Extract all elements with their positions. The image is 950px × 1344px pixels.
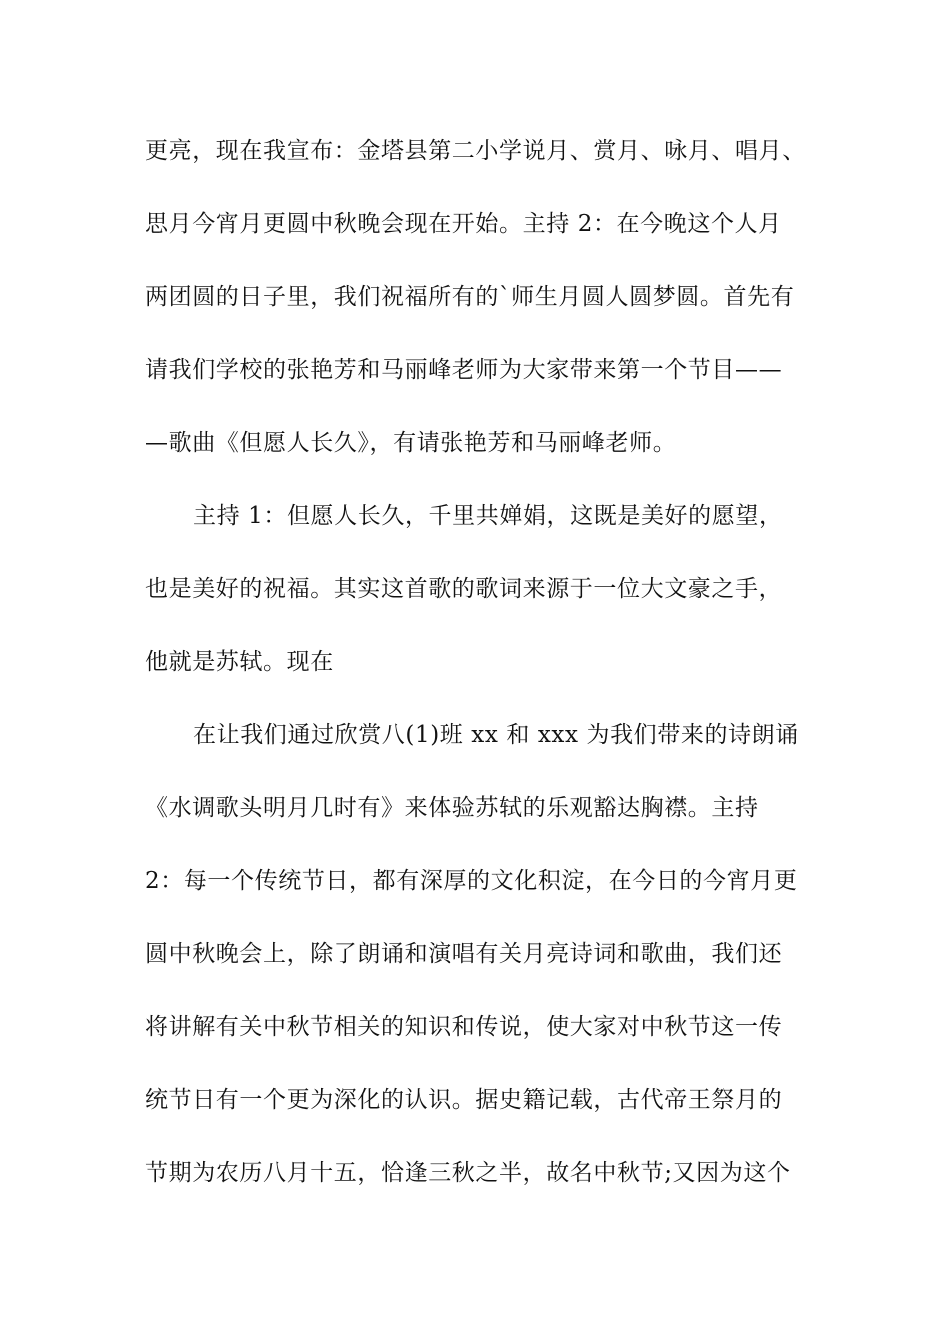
text-line: 更亮，现在我宣布：金塔县第二小学说月、赏月、咏月、唱月、	[145, 138, 806, 164]
text-line: 将讲解有关中秋节相关的知识和传说，使大家对中秋节这一传	[145, 1014, 783, 1040]
text-line: 两团圆的日子里，我们祝福所有的`师生月圆人圆梦圆。首先有	[145, 284, 795, 310]
document-body	[145, 128, 815, 1223]
text-line: 圆中秋晚会上，除了朗诵和演唱有关月亮诗词和歌曲，我们还	[145, 941, 783, 967]
text-line: 请我们学校的张艳芳和马丽峰老师为大家带来第一个节目——	[145, 357, 783, 383]
text-line: 节期为农历八月十五，恰逢三秋之半，故名中秋节;又因为这个	[145, 1160, 791, 1186]
paragraph-start-line: 主持 1：但愿人长久，千里共婵娟，这既是美好的愿望，	[193, 503, 783, 529]
text-line: 《水调歌头明月几时有》来体验苏轼的乐观豁达胸襟。主持	[145, 795, 759, 821]
text-line: 也是美好的祝福。其实这首歌的歌词来源于一位大文豪之手，	[145, 576, 783, 602]
paragraph-start-line: 在让我们通过欣赏八(1)班 xx 和 xxx 为我们带来的诗朗诵	[193, 722, 799, 748]
text-line: —歌曲《但愿人长久》，有请张艳芳和马丽峰老师。	[145, 430, 677, 456]
text-line: 思月今宵月更圆中秋晚会现在开始。主持 2：在今晚这个人月	[145, 211, 782, 237]
text-line: 2：每一个传统节日，都有深厚的文化积淀，在今日的今宵月更	[145, 868, 798, 894]
text-line: 他就是苏轼。现在	[145, 649, 334, 675]
text-line: 统节日有一个更为深化的认识。据史籍记载，古代帝王祭月的	[145, 1087, 783, 1113]
